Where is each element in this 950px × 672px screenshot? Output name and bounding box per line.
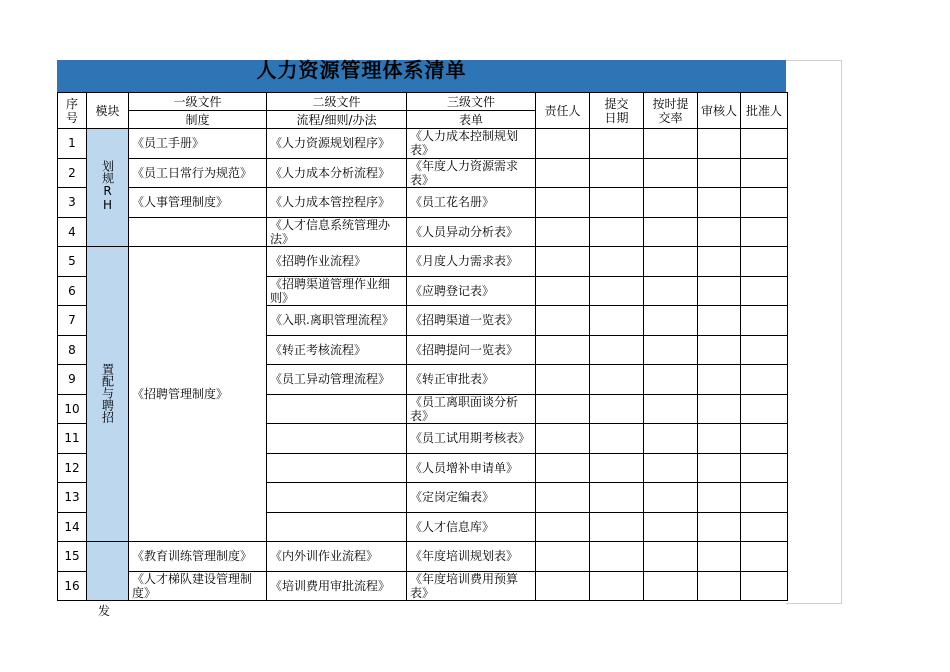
blank-cell [536, 217, 590, 247]
row-number: 13 [58, 483, 87, 513]
table-row [58, 542, 788, 572]
header-reviewer: 审核人 [698, 93, 741, 129]
blank-cell [644, 453, 698, 483]
level2-doc [267, 424, 407, 454]
blank-cell [698, 276, 741, 306]
level2-doc: 《人力成本分析流程》 [267, 158, 407, 188]
table-row [58, 188, 788, 218]
blank-cell [698, 335, 741, 365]
blank-cell [698, 424, 741, 454]
blank-cell [741, 188, 788, 218]
blank-cell [644, 571, 698, 601]
row-number: 15 [58, 542, 87, 572]
level2-doc [267, 483, 407, 513]
blank-cell [698, 571, 741, 601]
level3-doc: 《员工试用期考核表》 [407, 424, 536, 454]
level2-doc: 《人力成本管控程序》 [267, 188, 407, 218]
level3-doc: 《招聘提问一览表》 [407, 335, 536, 365]
level2-doc [267, 512, 407, 542]
blank-cell [644, 188, 698, 218]
table-row [58, 129, 788, 159]
blank-cell [741, 306, 788, 336]
blank-cell [590, 483, 644, 513]
blank-cell [590, 512, 644, 542]
blank-cell [741, 247, 788, 277]
row-number: 3 [58, 188, 87, 218]
blank-cell [741, 335, 788, 365]
blank-cell [590, 394, 644, 424]
level3-doc: 《年度培训费用预算表》 [407, 571, 536, 601]
blank-cell [536, 394, 590, 424]
blank-cell [536, 129, 590, 159]
blank-cell [644, 217, 698, 247]
blank-cell [536, 512, 590, 542]
level1-doc: 《教育训练管理制度》 [129, 542, 267, 572]
blank-cell [741, 571, 788, 601]
blank-cell [590, 247, 644, 277]
blank-cell [536, 365, 590, 395]
level1-doc: 《员工手册》 [129, 129, 267, 159]
row-number: 9 [58, 365, 87, 395]
sheet-border [786, 60, 842, 604]
blank-cell [536, 335, 590, 365]
blank-cell [698, 129, 741, 159]
blank-cell [698, 158, 741, 188]
level2-doc: 《招聘渠道管理作业细则》 [267, 276, 407, 306]
header-owner: 责任人 [536, 93, 590, 129]
blank-cell [644, 542, 698, 572]
level3-doc: 《年度人力资源需求表》 [407, 158, 536, 188]
blank-cell [590, 453, 644, 483]
row-number: 16 [58, 571, 87, 601]
blank-cell [741, 394, 788, 424]
blank-cell [590, 424, 644, 454]
header-submit-date: 提交日期 [590, 93, 644, 129]
level2-doc: 《人才信息系统管理办法》 [267, 217, 407, 247]
row-number: 6 [58, 276, 87, 306]
blank-cell [741, 542, 788, 572]
blank-cell [644, 335, 698, 365]
blank-cell [536, 571, 590, 601]
header-level1-sub: 制度 [129, 111, 267, 129]
blank-cell [644, 158, 698, 188]
level3-doc: 《转正审批表》 [407, 365, 536, 395]
level3-doc: 《年度培训规划表》 [407, 542, 536, 572]
title-bar [57, 60, 786, 92]
level1-doc: 《员工日常行为规范》 [129, 158, 267, 188]
blank-cell [741, 483, 788, 513]
header-level1: 一级文件 [129, 93, 267, 111]
row-number: 10 [58, 394, 87, 424]
blank-cell [644, 306, 698, 336]
row-number: 12 [58, 453, 87, 483]
level1-doc: 《人才梯队建设管理制度》 [129, 571, 267, 601]
header-seq: 序号 [58, 93, 87, 129]
module-1: 划规RH [87, 129, 129, 247]
level1-doc: 《人事管理制度》 [129, 188, 267, 218]
blank-cell [698, 365, 741, 395]
blank-cell [741, 217, 788, 247]
blank-cell [741, 276, 788, 306]
blank-cell [698, 542, 741, 572]
level2-doc [267, 394, 407, 424]
blank-cell [536, 483, 590, 513]
blank-cell [644, 512, 698, 542]
blank-cell [590, 188, 644, 218]
blank-cell [590, 306, 644, 336]
module-3-label: 发 [98, 604, 111, 618]
level3-doc: 《应聘登记表》 [407, 276, 536, 306]
level3-doc: 《人才信息库》 [407, 512, 536, 542]
table-row [58, 571, 788, 601]
row-number: 2 [58, 158, 87, 188]
blank-cell [698, 217, 741, 247]
level3-doc: 《定岗定编表》 [407, 483, 536, 513]
blank-cell [590, 158, 644, 188]
blank-cell [644, 365, 698, 395]
level3-doc: 《人员异动分析表》 [407, 217, 536, 247]
blank-cell [741, 129, 788, 159]
blank-cell [536, 276, 590, 306]
row-number: 7 [58, 306, 87, 336]
header-level3: 三级文件 [407, 93, 536, 111]
blank-cell [698, 394, 741, 424]
level2-doc [267, 453, 407, 483]
blank-cell [698, 453, 741, 483]
level3-doc: 《招聘渠道一览表》 [407, 306, 536, 336]
blank-cell [741, 424, 788, 454]
blank-cell [644, 276, 698, 306]
row-number: 5 [58, 247, 87, 277]
blank-cell [741, 512, 788, 542]
blank-cell [590, 335, 644, 365]
table-row [58, 247, 788, 277]
level2-doc: 《转正考核流程》 [267, 335, 407, 365]
level3-doc: 《人力成本控制规划表》 [407, 129, 536, 159]
row-number: 11 [58, 424, 87, 454]
hr-system-table [57, 92, 788, 601]
blank-cell [698, 483, 741, 513]
level3-doc: 《人员增补申请单》 [407, 453, 536, 483]
level3-doc: 《员工离职面谈分析表》 [407, 394, 536, 424]
blank-cell [590, 365, 644, 395]
blank-cell [698, 306, 741, 336]
row-number: 8 [58, 335, 87, 365]
header-level2: 二级文件 [267, 93, 407, 111]
blank-cell [644, 394, 698, 424]
blank-cell [536, 188, 590, 218]
blank-cell [590, 217, 644, 247]
blank-cell [741, 158, 788, 188]
blank-cell [590, 571, 644, 601]
level2-doc: 《培训费用审批流程》 [267, 571, 407, 601]
blank-cell [536, 247, 590, 277]
row-number: 1 [58, 129, 87, 159]
row-number: 4 [58, 217, 87, 247]
header-approver: 批准人 [741, 93, 788, 129]
blank-cell [590, 276, 644, 306]
header-module: 模块 [87, 93, 129, 129]
level2-doc: 《员工异动管理流程》 [267, 365, 407, 395]
level3-doc: 《月度人力需求表》 [407, 247, 536, 277]
blank-cell [590, 129, 644, 159]
blank-cell [644, 129, 698, 159]
table-row [58, 217, 788, 247]
blank-cell [741, 453, 788, 483]
blank-cell [741, 365, 788, 395]
page-title: 人力资源管理体系清单 [256, 58, 467, 82]
level2-doc: 《内外训作业流程》 [267, 542, 407, 572]
level2-doc: 《入职.离职管理流程》 [267, 306, 407, 336]
blank-cell [590, 542, 644, 572]
blank-cell [698, 512, 741, 542]
row-number: 14 [58, 512, 87, 542]
module-2: 置配与聘招 [87, 247, 129, 542]
table-row [58, 158, 788, 188]
blank-cell [644, 424, 698, 454]
level3-doc: 《员工花名册》 [407, 188, 536, 218]
level2-doc: 《招聘作业流程》 [267, 247, 407, 277]
module-3 [87, 542, 129, 601]
blank-cell [536, 306, 590, 336]
blank-cell [644, 483, 698, 513]
level1-doc [129, 217, 267, 247]
blank-cell [698, 247, 741, 277]
blank-cell [536, 158, 590, 188]
header-level3-sub: 表单 [407, 111, 536, 129]
blank-cell [536, 453, 590, 483]
blank-cell [536, 424, 590, 454]
level2-doc: 《人力资源规划程序》 [267, 129, 407, 159]
header-level2-sub: 流程/细则/办法 [267, 111, 407, 129]
blank-cell [698, 188, 741, 218]
header-ontime-rate: 按时提交率 [644, 93, 698, 129]
level1-doc-recruit: 《招聘管理制度》 [129, 247, 267, 542]
blank-cell [644, 247, 698, 277]
blank-cell [536, 542, 590, 572]
